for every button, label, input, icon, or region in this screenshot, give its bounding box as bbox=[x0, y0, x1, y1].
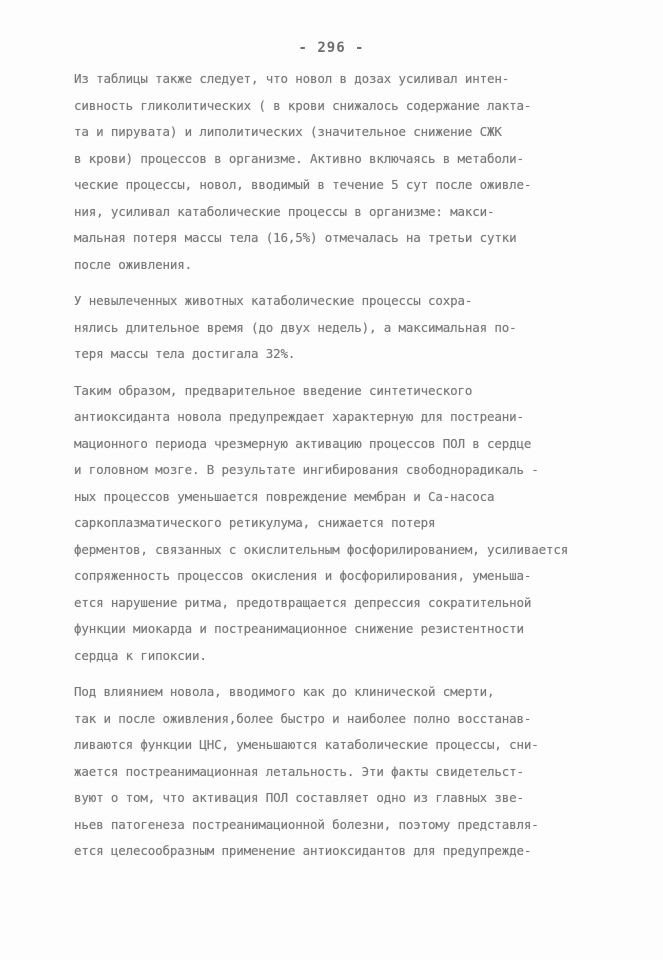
text-line: мальная потеря массы тела (16,5%) отмечалась на третьи сутки bbox=[74, 230, 517, 245]
text-line: сивность гликолитических ( в крови снижалось содержание лакта- bbox=[74, 97, 532, 113]
text-line: Таким образом, предварительное введение синтетического bbox=[74, 382, 473, 398]
body-text bbox=[74, 66, 594, 875]
paragraph-4 bbox=[74, 679, 594, 865]
text-line: ческие процессы, новол, вводимый в течение 5 сут после оживле- bbox=[74, 177, 532, 192]
text-line: ных процессов уменьшается повреждение мембран и Са-насоса bbox=[74, 488, 495, 504]
text-line: после оживления. bbox=[74, 256, 193, 272]
text-line: теря массы тела достигала 32%. bbox=[74, 346, 296, 361]
text-line: ется целесообразным применение антиоксидантов для предупрежде- bbox=[74, 843, 532, 858]
text-line: У невылеченных животных катаболические процессы сохра- bbox=[74, 293, 473, 308]
text-line: так и после оживления,более быстро и наиболее полно восстанав- bbox=[74, 710, 532, 726]
text-line: саркоплазматического ретикулума, снижается потеря bbox=[74, 515, 436, 530]
text-line: ется нарушение ритма, предотвращается депрессия сократительной bbox=[74, 594, 532, 610]
text-line: сопряженность процессов окисления и фосфорилирования, уменьша- bbox=[74, 568, 532, 583]
text-line: в крови) процессов в организме. Активно включаясь в метаболи- bbox=[74, 150, 524, 166]
text-line: и головном мозге. В результате ингибирования свободнорадикаль - bbox=[74, 462, 539, 477]
text-line: Под влиянием новола, вводимого как до клинической смерти, bbox=[74, 684, 495, 699]
text-line: вуют о том, что активация ПОЛ составляет одно из главных зве- bbox=[74, 790, 524, 805]
text-line: сердца к гипоксии. bbox=[74, 647, 207, 663]
paragraph-1 bbox=[74, 66, 594, 278]
text-line: ливаются функции ЦНС, уменьшаются катаболические процессы, сни- bbox=[74, 737, 539, 752]
text-line: ньев патогенеза постреанимационной болезни, поэтому представля- bbox=[74, 816, 539, 832]
paragraph-3 bbox=[74, 378, 594, 670]
text-line: антиоксиданта новола предупреждает характерную для постреани- bbox=[74, 409, 524, 424]
page-number: - 296 - bbox=[298, 40, 365, 56]
text-line: жается постреанимационная летальность. Эти факты свидетельст- bbox=[74, 763, 524, 779]
text-line: нялись длительное время (до двух недель), а максимальная по- bbox=[74, 319, 517, 335]
text-line: ферментов, связанных с окислительным фосфорилированием, усиливается bbox=[74, 541, 569, 557]
paragraph-2 bbox=[74, 288, 594, 368]
text-line: функции миокарда и постреанимационное снижение резистентности bbox=[74, 621, 524, 636]
text-line: та и пирувата) и липолитических (значительное снижение СЖК bbox=[74, 124, 502, 139]
text-line: Из таблицы также следует, что новол в дозах усиливал интен- bbox=[74, 71, 510, 86]
text-line: мационного периода чрезмерную активацию процессов ПОЛ в сердце bbox=[74, 435, 532, 451]
text-line: ния, усиливал катаболические процессы в организме: макси- bbox=[74, 203, 495, 219]
